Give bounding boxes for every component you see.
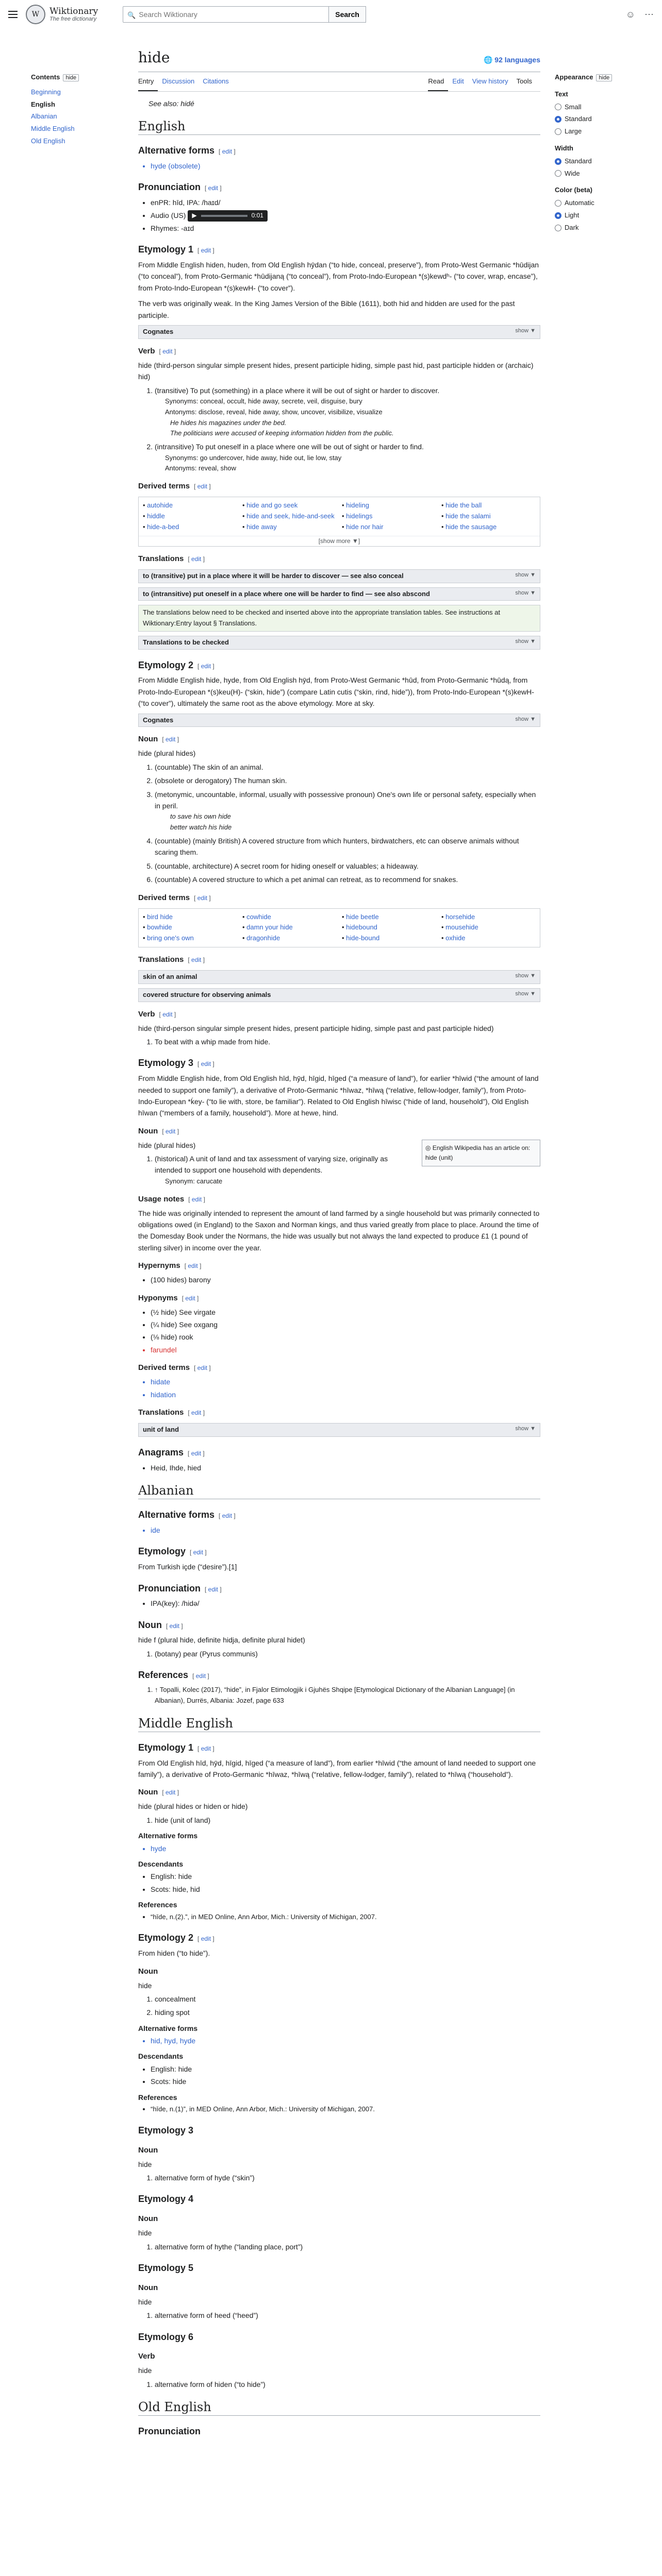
heading-etymology-2: Etymology 2: [138, 659, 194, 670]
tab-read[interactable]: Read: [428, 75, 448, 91]
synonyms: Synonyms: conceal, occult, hide away, secrete, veil, disguise, bury: [165, 397, 362, 405]
edit-link[interactable]: edit: [166, 1127, 176, 1135]
edit-link[interactable]: edit: [191, 1449, 202, 1457]
heading-derived: Derived terms: [138, 1363, 190, 1372]
definition: 3. (metonymic, uncountable, informal, usually with possessive pronoun) One's own life or personal safety, especially when in peril. to save his own hide better watch his hide: [155, 789, 540, 833]
heading-pronunciation: Pronunciation: [138, 182, 201, 193]
tab-tools[interactable]: Tools: [516, 77, 532, 85]
header: [0, 0, 662, 29]
main-content: hide 🌐 92 languages Entry Discussion Citations Read Edit View history Tools See also: hidé English Alternative forms [ edit ] • hyde (obsolete) Pronunciation [ edit ] • enPR: hīd, IPA: /haɪd/ • Audio (US) ▶ 0:01 • Rhymes: -aɪd Etymology 1 [ edit ] From Middle English hiden, huden, from Old English hȳdan (“to hide, conceal, preserve”), from Proto-West Germanic *hūdijan (“to conceal”), from Proto-Germanic *hūdijaną (“to conceal”), from Proto-Indo-European *(s)kewdʰ- (“to cover, wrap, encase”), from Proto-Indo-European *(s)kewH- (“to cover”). The verb was originally weak. In the King James Version of the Bible (1611), both hid and hidden are used for the past participle. Cognates show ▼ Verb [ edit ] hide (third-person singular simple present hides, present participle hiding, simple past hid, past participle hidden or (archaic) hid) 1. (transitive) To put (something) in a place where it will be out of sight or harder to discover. Synonyms: conceal, occult, hide away, secrete, veil, disguise, bury Antonyms: disclose, reveal, hide away, show, uncover, visibilize, visualize He hides his magazines under the bed. The politicians were accused of keeping information hidden from the public. 2. (intransitive) To put oneself in a place where one will be out of sight or harder to find. Synonyms: go undercover, hide away, hide out, lie low, stay Antonyms: reveal, show Derived terms [ edit ] • autohide • hide and go seek • hideling • hide the ball • hiddle • hide and seek, hide-and-seek • hidelings • hide the salami • hide-a-bed • hide away • hide nor hair • hide the sausage [show more ▼] Translations [ edit ] to (transitive) put in a place where it will be harder to discover — see also conceal show ▼ to (intransitive) put oneself in a place where one will be harder to find — see also abscond show ▼ The translations below need to be checked and inserted above into the appropriate translation tables. See instructions at Wiktionary:Entry layout § Translations. Translations to be checked show ▼ Etymology 2 [ edit ] From Middle English hide, hyde, from Old English hȳd, from Proto-West Germanic *hūd, from Proto-Germanic *hūdą, from Proto-Indo-European *(s)keu(H)- (“skin, hide”) (compare Latin cutis (“skin, rind, hide”)), from Proto-Indo-European *(s)kewH- (“to cover”), ultimately the same root as the above etymology. More at sky. Cognates show ▼ Noun [ edit ] hide (plural hides) 1. (countable) The skin of an animal. 2. (obsolete or derogatory) The human skin. 3. (metonymic, uncountable, informal, usually with possessive pronoun) One's own life or personal safety, especially when in peril. to save his own hide better watch his hide 4. (countable) (mainly British) A covered structure from which hunters, birdwatchers, etc can observe animals without scaring them. 5. (countable, architecture) A secret room for hiding oneself or valuables; a hideaway. 6. (countable) A covered structure to which a pet animal can retreat, as to recommend for snakes. Derived terms [ edit ] • bird hide • cowhide • hide beetle • horsehide • bowhide • damn your hide • hidebound • mousehide • bring one's own • dragonhide • hide-bound • oxhide Translations [ edit ] skin of an animal show ▼ covered structure for observing animals show ▼ Verb [ edit ] hide (third-person singular simple present hides, present participle hiding, simple past and past participle hided) 1. To beat with a whip made from hide. Etymology 3 [ edit ] From Middle English hide, from Old English hīd, hȳd, hīgid, hīged (“a measure of land”), for earlier *hīwid (“the amount of land needed to support one family”), a derivative of Proto-Germanic *hīwaz, *hīwą (“relative, fellow-lodger, family”), from Proto-Indo-European *ḱey- (“to lie with, store, be familiar”). Related to Old English hīwisc (“hide of land, household”), Old English hīwan (“members of a family, household”). More at hewe, hind. Noun [ edit ] ◎ English Wikipedia has an article on: hide (unit) hide (plural hides) 1. (historical) A unit of land and tax assessment of varying size, originally as intended to support one household with dependents. Synonym: carucate Usage notes [ edit ] The hide was originally intended to represent the amount of land farmed by a single household but was primarily connected to obligations owed (in England) to the Saxon and Norman kings, and thus varied greatly from place to place. Around the time of the Domesday Book under the Normans, the hide was usually but not always the land expected to produce £1 (1 pound of sterling silver) in income over the year. Hypernyms [ edit ] • (100 hides) barony Hyponyms [ edit ] • (½ hide) See virgate • (¼ hide) See oxgang • (⅛ hide) rook • farundel Derived terms [ edit ] • hidate • hidation Translations [ edit ] unit of land show ▼ Anagrams [ edit ] • Heid, Ihde, hied Albanian Alternative forms [ edit ] • ide Etymology [ edit ] From Turkish içde (“desire”).[1] Pronunciation [ edit ] • IPA(key): /hidə/ Noun [ edit ] hide f (plural hide, definite hidja, definite plural hidet) 1. (botany) pear (Pyrus communis) References [ edit ] 1. ↑ Topalli, Kolec (2017), “hide”, in Fjalor Etimologjik i Gjuhës Shqipe [Etymological Dictionary of the Albanian Language] (in Albanian), Durrës, Albania: Jozef, page 633 Middle English Etymology 1 [ edit ] From Old English hīd, hȳd, hīgid, hīged (“a measure of land”), from earlier *hīwid (“the amount of land needed to support one family”), a derivative of Proto-Germanic *hīwaz, *hīwą (“relative, fellow-lodger, family”), related to *hīwą (“household”). Noun [ edit ] hide (plural hides or hiden or hide) 1. hide (unit of land) Alternative forms • hyde Descendants • English: hide • Scots: hide, hid References • “hīde, n.(2).”, in MED Online, Ann Arbor, Mich.: University of Michigan, 2007. Etymology 2 [ edit ] From hiden (“to hide”). Noun hide 1. concealment 2. hiding spot Alternative forms • hid, hyd, hyde Descendants • English: hide • Scots: hide References • “hīde, n.(1)”, in MED Online, Ann Arbor, Mich.: University of Michigan, 2007. Etymology 3 Noun hide 1. alternative form of hyde (“skin”) Etymology 4 Noun hide 1. alternative form of hythe (“landing place, port”) Etymology 5 Noun hide 1. alternative form of heed (“heed”) Etymology 6 Verb hide 1. alternative form of hiden (“to hide”) Old English Pronunciation: [138, 46, 540, 2441]
heading-references: References: [138, 1670, 189, 1681]
headword-line: hide: [138, 2297, 152, 2306]
definition: 1. hide (unit of land): [155, 1815, 540, 1826]
heading-translations: Translations: [138, 1408, 184, 1417]
heading-etymology-6: Etymology 6: [138, 2331, 194, 2342]
list-item[interactable]: • hide and go seek: [242, 500, 337, 511]
heading-etymology: Etymology: [138, 1546, 186, 1557]
heading-derived: Derived terms: [138, 893, 190, 902]
list-item: • Scots: hide: [151, 2076, 540, 2087]
search-icon: 🔍: [127, 11, 136, 19]
heading-verb: Verb: [138, 346, 155, 355]
main-menu-icon[interactable]: [8, 11, 18, 18]
list-item: • Heid, Ihde, hied: [151, 1462, 540, 1473]
definition: 4. (countable) (mainly British) A covered structure from which hunters, birdwatchers, etc can observe animals without scaring them.: [155, 835, 540, 858]
list-item[interactable]: • hide-bound: [342, 933, 436, 944]
appearance-title: Appearance: [555, 73, 593, 81]
brand-name: Wiktionary: [49, 6, 98, 16]
edit-link[interactable]: edit: [162, 1010, 173, 1018]
edit-link[interactable]: edit: [208, 184, 219, 192]
heading-pronunciation: Pronunciation: [138, 1583, 201, 1594]
list-item[interactable]: • hide-a-bed: [143, 522, 237, 533]
list-item: • IPA(key): /hidə/: [151, 1598, 540, 1609]
radio-text-small[interactable]: Small: [555, 102, 648, 113]
radio-text-large[interactable]: Large: [555, 126, 648, 137]
list-item: • Rhymes: -aɪd: [151, 223, 540, 234]
tab-citations[interactable]: Citations: [203, 77, 229, 85]
edit-link[interactable]: edit: [222, 1512, 233, 1520]
color-label: Color (beta): [555, 186, 592, 194]
edit-link[interactable]: edit: [166, 1789, 176, 1797]
definition: 1. alternative form of hyde (“skin”): [155, 2172, 540, 2183]
show-toggle[interactable]: show ▼: [515, 972, 536, 979]
play-icon[interactable]: ▶: [192, 212, 197, 219]
list-item[interactable]: • dragonhide: [242, 933, 337, 944]
list-item[interactable]: • damn your hide: [242, 922, 337, 933]
edit-link[interactable]: edit: [195, 1672, 206, 1680]
synonyms: Synonym: carucate: [165, 1177, 223, 1185]
definition: 1. (transitive) To put (something) in a place where it will be out of sight or harder to discover. Synonyms: conceal, occult, hide away, secrete, veil, disguise, bury Antonyms: disclose, reveal, hide away, show, uncover, visibilize, visualize He hides his magazines under the bed. The politicians were accused of keeping information hidden from the public.: [155, 385, 540, 439]
translation-table[interactable]: to (intransitive) put oneself in a place where one will be harder to find — see also abscond show ▼: [138, 587, 540, 601]
wikipedia-text: English Wikipedia has an article on: hide (unit): [425, 1144, 531, 1161]
show-toggle[interactable]: show ▼: [515, 638, 536, 645]
definition: 1. concealment: [155, 1993, 540, 2005]
definition: 1. (botany) pear (Pyrus communis): [155, 1648, 540, 1659]
heading-translations: Translations: [138, 554, 184, 563]
list-item: • English: hide: [151, 2063, 540, 2075]
edit-link[interactable]: edit: [222, 148, 233, 156]
etymology-text: From Middle English hide, hyde, from Old English hȳd, from Proto-West Germanic *hūd, from Proto-Germanic *hūdą, from Proto-Indo-European *(s)keu(H)- (“skin, hide”) (compare Latin cutis (“skin, rind, hide”)), from Proto-Indo-European *(s)kewH- (“to cover”), ultimately the same root as the above etymology. More at sky.: [138, 676, 534, 708]
heading-descendants: Descendants: [138, 2052, 184, 2061]
heading-alt-forms: Alternative forms: [138, 2024, 198, 2032]
heading-verb: Verb: [138, 1009, 155, 1019]
list-item[interactable]: • autohide: [143, 500, 237, 511]
tab-view-history[interactable]: View history: [472, 77, 508, 85]
toc-item-beginning[interactable]: Beginning: [31, 88, 61, 96]
cognates-label: Cognates: [143, 327, 174, 335]
heading-noun: Noun: [138, 735, 158, 744]
synonyms: Synonyms: go undercover, hide away, hide out, lie low, stay: [165, 453, 342, 462]
edit-link[interactable]: edit: [201, 1744, 211, 1752]
tab-entry[interactable]: Entry: [138, 75, 158, 91]
definition: 1. (historical) A unit of land and tax assessment of varying size, originally as intended to support one household with dependents. Synonym: carucate: [155, 1153, 540, 1187]
edit-link[interactable]: edit: [185, 1294, 195, 1302]
list-item[interactable]: • hide the salami: [441, 511, 536, 522]
list-item[interactable]: • bring one's own: [143, 933, 237, 944]
etymology-text: From Middle English hide, from Old English hīd, hȳd, hīgid, hīged (“a measure of land”), for earlier *hīwid (“the amount of land needed to support one family”), a derivative of Proto-Germanic *hīwaz, *hīwą (“relative, fellow-lodger, family”), from Proto-Indo-European *ḱey- (“to lie with, store, be familiar”). Related to Old English hīwisc (“hide of land, household”), Old English hīwan (“members of a family, household”). More at hewe, hind.: [138, 1074, 539, 1117]
list-item[interactable]: • oxhide: [441, 933, 536, 944]
heading-noun: Noun: [138, 1126, 158, 1136]
edit-link[interactable]: edit: [166, 736, 176, 743]
headword-line: hide (plural hides): [138, 1141, 196, 1149]
radio-width-standard[interactable]: Standard: [555, 156, 648, 167]
show-toggle[interactable]: show ▼: [515, 589, 536, 596]
etymology-text: From hiden (“to hide”).: [138, 1949, 210, 1958]
heading-derived: Derived terms: [138, 482, 190, 491]
table-of-contents: [31, 72, 103, 148]
list-item: • English: hide: [151, 1871, 540, 1882]
heading-usage-notes: Usage notes: [138, 1194, 185, 1204]
edit-link[interactable]: edit: [208, 1585, 219, 1593]
headword-line: hide: [138, 2229, 152, 2238]
edit-link[interactable]: edit: [197, 483, 208, 490]
edit-link[interactable]: edit: [197, 1364, 208, 1372]
headword-line: hide (third-person singular simple present hides, present participle hiding, simple past and past participle hided): [138, 1024, 494, 1032]
show-toggle[interactable]: show ▼: [515, 990, 536, 997]
toc-hide-button[interactable]: hide: [63, 74, 79, 81]
definition: 1. alternative form of heed (“heed”): [155, 2310, 540, 2321]
definition: 1. To beat with a whip made from hide.: [155, 1036, 540, 1047]
heading-etymology-3: Etymology 3: [138, 2125, 194, 2136]
headword-line: hide: [138, 1981, 152, 1990]
text-size-label: Text: [555, 90, 568, 98]
search-button[interactable]: Search: [329, 6, 366, 23]
list-item[interactable]: • hidelings: [342, 511, 436, 522]
toc-item-english[interactable]: English: [31, 100, 55, 108]
list-item[interactable]: • farundel: [151, 1344, 540, 1355]
headword-line: hide: [138, 2366, 152, 2375]
edit-link[interactable]: edit: [169, 1622, 180, 1630]
reference: 1. ↑ Topalli, Kolec (2017), “hide”, in Fjalor Etimologjik i Gjuhës Shqipe [Etymological Dictionary of the Albanian Language] (in Albanian), Durrës, Albania: Jozef, page 633: [155, 1685, 540, 1706]
headword-line: hide (plural hides or hiden or hide): [138, 1802, 248, 1811]
page-tabs: [138, 75, 540, 92]
heading-hypernyms: Hypernyms: [138, 1261, 180, 1270]
definition: 1. alternative form of hiden (“to hide”): [155, 2379, 540, 2390]
heading-verb: Verb: [138, 2352, 155, 2361]
list-item[interactable]: • hide the ball: [441, 500, 536, 511]
edit-link[interactable]: edit: [201, 1935, 211, 1943]
definition: 1. alternative form of hythe (“landing place, port”): [155, 2241, 540, 2252]
heading-noun: Noun: [138, 2214, 158, 2224]
translation-table[interactable]: to (transitive) put in a place where it will be harder to discover — see also conceal show ▼: [138, 569, 540, 583]
translation-table[interactable]: covered structure for observing animals show ▼: [138, 988, 540, 1002]
derived-terms-box: [138, 497, 540, 547]
heading-pronunciation: Pronunciation: [138, 2426, 201, 2437]
toc-item-old-english[interactable]: Old English: [31, 137, 65, 145]
headword-line: hide (third-person singular simple present hides, present participle hiding, simple past hid, past participle hidden or (archaic) hid): [138, 361, 534, 381]
page-title: hide: [138, 49, 170, 66]
width-label: Width: [555, 144, 573, 152]
heading-noun: Noun: [138, 1788, 158, 1797]
appearance-hide-button[interactable]: hide: [596, 74, 612, 81]
list-item[interactable]: • hyde (obsolete): [151, 160, 540, 172]
tab-discussion[interactable]: Discussion: [162, 77, 195, 85]
edit-link[interactable]: edit: [191, 956, 202, 963]
antonyms: Antonyms: reveal, show: [165, 464, 237, 472]
derived-terms-box: [138, 908, 540, 947]
heading-etymology-2: Etymology 2: [138, 1933, 194, 1943]
heading-english: English: [138, 118, 186, 133]
heading-etymology-5: Etymology 5: [138, 2263, 194, 2273]
example: The politicians were accused of keeping information hidden from the public.: [170, 429, 394, 437]
list-item[interactable]: • hide the sausage: [441, 522, 536, 533]
example: to save his own hide: [170, 812, 231, 821]
toc-item-albanian[interactable]: Albanian: [31, 112, 57, 121]
edit-link[interactable]: edit: [162, 347, 173, 355]
list-item[interactable]: • hidebound: [342, 922, 436, 933]
more-options-icon[interactable]: ⋯: [644, 9, 654, 20]
edit-link[interactable]: edit: [191, 1195, 202, 1203]
languages-count: 92 languages: [494, 56, 540, 64]
edit-link[interactable]: edit: [191, 555, 202, 563]
translation-note: The translations below need to be checked and inserted above into the appropriate translation tables. See instructions at Wiktionary:Entry layout § Translations.: [138, 605, 540, 632]
list-item[interactable]: • horsehide: [441, 912, 536, 923]
search-form: [123, 6, 366, 23]
user-tools: [626, 7, 654, 22]
list-item: • Scots: hide, hid: [151, 1884, 540, 1895]
wikipedia-box[interactable]: [422, 1140, 540, 1166]
usage-text: The hide was originally intended to represent the amount of land farmed by a single household but was primarily connected to obligations owed (in England) to the Saxon and Norman kings, and thus varied greatly from place to place. Around the time of the Domesday Book under the Normans, the hide was usually but not always the land expected to produce £1 (1 pound of sterling silver) in income over the year.: [138, 1209, 540, 1252]
wiktionary-logo[interactable]: W: [26, 5, 45, 24]
radio-color-automatic[interactable]: Automatic: [555, 198, 648, 209]
list-item[interactable]: • hidation: [151, 1389, 540, 1400]
list-item[interactable]: • hideling: [342, 500, 436, 511]
list-item[interactable]: • hide and seek, hide-and-seek: [242, 511, 337, 522]
heading-noun: Noun: [138, 2283, 158, 2292]
list-item: • enPR: hīd, IPA: /haɪd/: [151, 197, 540, 208]
search-input[interactable]: [123, 6, 329, 23]
radio-color-light[interactable]: Light: [555, 210, 648, 221]
heading-alt-forms: Alternative forms: [138, 1510, 215, 1520]
heading-noun: Noun: [138, 1967, 158, 1976]
example: He hides his magazines under the bed.: [170, 418, 287, 427]
reference: • “hīde, n.(2).”, in MED Online, Ann Arbor, Mich.: University of Michigan, 2007.: [151, 1912, 540, 1923]
heading-etymology-3: Etymology 3: [138, 1058, 194, 1069]
headword-line: hide f (plural hide, definite hidja, definite plural hidet): [138, 1636, 305, 1645]
heading-albanian: Albanian: [138, 1483, 194, 1498]
toc-item-middle-english[interactable]: Middle English: [31, 125, 75, 133]
definition: 1. (countable) The skin of an animal.: [155, 761, 540, 773]
edit-link[interactable]: edit: [201, 662, 211, 670]
list-item[interactable]: • hiddle: [143, 511, 237, 522]
example: better watch his hide: [170, 823, 232, 832]
list-item[interactable]: • hide away: [242, 522, 337, 533]
heading-etymology-1: Etymology 1: [138, 1742, 194, 1753]
list-item[interactable]: • hidate: [151, 1376, 540, 1387]
definition: 2. (intransitive) To put oneself in a place where one will be out of sight or harder to find. Synonyms: go undercover, hide away, hide out, lie low, stay Antonyms: reveal, show: [155, 441, 540, 474]
edit-link[interactable]: edit: [193, 1549, 204, 1556]
show-toggle[interactable]: show ▼: [515, 716, 536, 722]
list-item[interactable]: • cowhide: [242, 912, 337, 923]
list-item[interactable]: • hid, hyd, hyde: [151, 2035, 540, 2046]
heading-anagrams: Anagrams: [138, 1447, 184, 1458]
user-icon[interactable]: ☺: [625, 9, 635, 20]
translation-table[interactable]: Translations to be checked show ▼: [138, 636, 540, 650]
list-item[interactable]: • hyde: [151, 1843, 540, 1854]
list-item: • (⅛ hide) rook: [151, 1331, 540, 1343]
cognates-box[interactable]: [138, 325, 540, 339]
edit-link[interactable]: edit: [197, 894, 208, 902]
show-toggle[interactable]: show ▼: [515, 571, 536, 578]
list-item: [151, 210, 540, 222]
list-item[interactable]: • bowhide: [143, 922, 237, 933]
etymology-text: The verb was originally weak. In the King James Version of the Bible (1611), both hid and hidden are used for the past participle.: [138, 299, 515, 319]
show-toggle[interactable]: show ▼: [515, 327, 536, 334]
heading-references: References: [138, 1901, 177, 1909]
heading-noun: Noun: [138, 1619, 162, 1630]
heading-old-english: Old English: [138, 2400, 211, 2415]
definition: 2. (obsolete or derogatory) The human skin.: [155, 775, 540, 786]
edit-link[interactable]: edit: [188, 1262, 198, 1270]
list-item: • (½ hide) See virgate: [151, 1307, 540, 1318]
cognates-box[interactable]: Cognates show ▼: [138, 714, 540, 727]
heading-middle-english: Middle English: [138, 1716, 233, 1731]
heading-hyponyms: Hyponyms: [138, 1293, 178, 1302]
toc-title: Contents: [31, 73, 60, 81]
antonyms: Antonyms: disclose, reveal, hide away, show, uncover, visibilize, visualize: [165, 408, 383, 416]
heading-etymology-4: Etymology 4: [138, 2194, 194, 2205]
heading-noun: Noun: [138, 2145, 158, 2155]
audio-player[interactable]: [188, 210, 268, 222]
audio-label: Audio (US): [151, 211, 186, 219]
edit-link[interactable]: edit: [191, 1409, 202, 1416]
radio-width-wide[interactable]: Wide: [555, 168, 648, 179]
list-item[interactable]: • hide beetle: [342, 912, 436, 923]
heading-translations: Translations: [138, 955, 184, 964]
list-item[interactable]: • mousehide: [441, 922, 536, 933]
heading-alt-forms: Alternative forms: [138, 145, 215, 156]
heading-descendants: Descendants: [138, 1859, 184, 1868]
heading-alt-forms: Alternative forms: [138, 1832, 198, 1840]
definition: 5. (countable, architecture) A secret room for hiding oneself or valuables; a hideaway.: [155, 860, 540, 872]
list-item: • (100 hides) barony: [151, 1274, 540, 1285]
etymology-text: From Turkish içde (“desire”).[1]: [138, 1563, 237, 1571]
etymology-text: From Middle English hiden, huden, from Old English hȳdan (“to hide, conceal, preserve”), from Proto-West Germanic *hūdijan (“to conceal”), from Proto-Germanic *hūdijaną (“to conceal”), from Proto-Indo-European *(s)kewdʰ- (“to cover, wrap, encase”), from Proto-Indo-European *(s)kewH- (“to cover”).: [138, 261, 539, 292]
show-toggle[interactable]: show ▼: [515, 1425, 536, 1432]
audio-time: 0:01: [251, 212, 263, 219]
translation-table[interactable]: skin of an animal show ▼: [138, 970, 540, 984]
see-also: See also: hidé: [148, 99, 194, 108]
list-item[interactable]: • hide nor hair: [342, 522, 436, 533]
etymology-text: From Old English hīd, hȳd, hīgid, hīged (“a measure of land”), from earlier *hīwid (“the amount of land needed to support one family”), a derivative of Proto-Germanic *hīwaz, *hīwą (“relative, fellow-lodger, family”), related to *hīwą (“household”).: [138, 1758, 536, 1779]
show-more-toggle[interactable]: [show more ▼]: [139, 536, 540, 546]
headword-line: hide: [138, 2160, 152, 2168]
brand-tagline: The free dictionary: [49, 16, 97, 23]
translation-table[interactable]: unit of land show ▼: [138, 1423, 540, 1437]
radio-text-standard[interactable]: Standard: [555, 114, 648, 125]
headword-line: hide (plural hides): [138, 749, 196, 758]
appearance-panel: [555, 72, 648, 235]
definition: 2. hiding spot: [155, 2007, 540, 2018]
heading-references: References: [138, 2093, 177, 2102]
list-item[interactable]: • ide: [151, 1524, 540, 1536]
edit-link[interactable]: edit: [201, 1060, 211, 1068]
audio-progress[interactable]: [201, 215, 247, 217]
list-item: • (¼ hide) See oxgang: [151, 1319, 540, 1330]
languages-button[interactable]: 🌐 92 languages: [483, 56, 540, 64]
definition: 6. (countable) A covered structure to which a pet animal can retreat, as to recommend for snakes.: [155, 874, 540, 885]
tab-edit[interactable]: Edit: [452, 77, 464, 85]
list-item[interactable]: • bird hide: [143, 912, 237, 923]
brand[interactable]: [49, 7, 98, 23]
edit-link[interactable]: edit: [201, 247, 211, 255]
radio-color-dark[interactable]: Dark: [555, 223, 648, 233]
heading-etymology-1: Etymology 1: [138, 244, 194, 255]
wikipedia-icon: ◎: [425, 1144, 431, 1151]
reference: • “hīde, n.(1)”, in MED Online, Ann Arbor, Mich.: University of Michigan, 2007.: [151, 2104, 540, 2115]
